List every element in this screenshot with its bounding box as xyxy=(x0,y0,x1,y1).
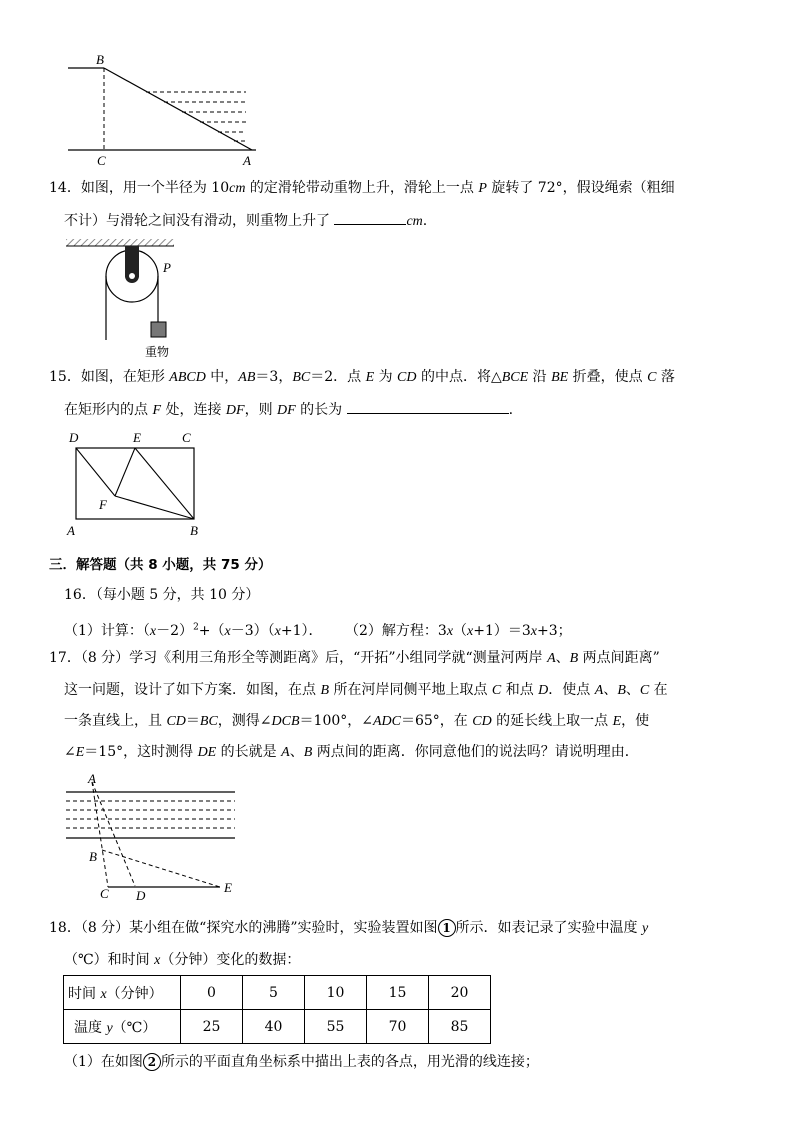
answer-blank-q14[interactable] xyxy=(334,210,406,225)
fig15-label-d: D xyxy=(69,430,79,445)
fig17-label-a: A xyxy=(88,771,96,786)
figure-q14-pulley xyxy=(62,236,182,346)
q15-line1: 15．如图，在矩形 ABCD 中，AB＝3，BC＝2．点 E 为 CD 的中点．将△BCE 沿 BE 折叠，使点 C 落 xyxy=(49,369,675,385)
q14-line2: 不计）与滑轮之间没有滑动，则重物上升了 cm. xyxy=(64,210,427,232)
q17-line3: 一条直线上，且 CD＝BC，测得∠DCB＝100°，∠ADC＝65°，在 CD 的延长线上取一点 E，使 xyxy=(64,713,650,729)
q15-line2: 在矩形内的点 F 处，连接 DF，则 DF 的长为 . xyxy=(64,399,513,421)
table-cell: 25 xyxy=(181,1010,243,1044)
fig15-label-f: F xyxy=(99,497,107,512)
table-row-temp xyxy=(64,1010,491,1044)
table-cell: 10 xyxy=(305,976,367,1010)
q16-parts xyxy=(64,617,572,642)
data-table xyxy=(63,975,491,1044)
table-cell: 15 xyxy=(367,976,429,1010)
table-cell: 40 xyxy=(243,1010,305,1044)
q17-line4: ∠E＝15°，这时测得 DE 的长就是 A、B 两点间的距离．你同意他们的说法吗？请说明理由． xyxy=(64,744,639,760)
row-header-temp: 温度 y（℃） xyxy=(64,1010,181,1044)
fig15-label-a: A xyxy=(67,523,75,538)
q18-line1: 18．（8 分）某小组在做“探究水的沸腾”实验时，实验装置如图 1 所示．如表记录了实验中温度 y xyxy=(49,920,649,936)
fig17-label-e: E xyxy=(224,880,232,895)
figure-q13-slope xyxy=(60,50,270,170)
q17-line2: 这一问题，设计了如下方案．如图，在点 B 所在河岸同侧平地上取点 C 和点 D．使点 A、B、C 在 xyxy=(64,682,668,698)
fig17-label-d: D xyxy=(136,888,146,903)
figure-ref-1: 1 xyxy=(438,919,456,937)
section-3-title: 三．解答题（共 8 小题，共 75 分） xyxy=(49,557,272,573)
fig15-label-c: C xyxy=(182,430,191,445)
table-cell: 5 xyxy=(243,976,305,1010)
table-cell: 20 xyxy=(429,976,491,1010)
fig13-label-b: B xyxy=(96,52,104,67)
table-cell: 0 xyxy=(181,976,243,1010)
row-header-time: 时间 x（分钟） xyxy=(64,976,181,1010)
q16-part2: （2）解方程：3x（x+1）＝3x+3； xyxy=(344,622,572,639)
answer-blank-q15[interactable] xyxy=(347,399,509,414)
fig13-label-c: C xyxy=(97,153,106,168)
fig15-label-b: B xyxy=(190,523,198,538)
table-cell: 85 xyxy=(429,1010,491,1044)
q14-line1: 14．如图，用一个半径为 10cm 的定滑轮带动重物上升，滑轮上一点 P 旋转了 72°，假设绳索（粗细 xyxy=(49,180,675,196)
fig17-label-c: C xyxy=(100,886,109,901)
figure-ref-2: 2 xyxy=(143,1053,161,1071)
fig15-label-e: E xyxy=(133,430,141,445)
q18-line2: （℃）和时间 x（分钟）变化的数据： xyxy=(64,952,301,968)
table-row-time xyxy=(64,976,491,1010)
figure-q17-river xyxy=(60,770,250,900)
table-cell: 55 xyxy=(305,1010,367,1044)
q16-part1: （1）计算：$(x-2)^2+(x-3)(x+1)$． xyxy=(64,622,323,639)
table-cell: 70 xyxy=(367,1010,429,1044)
q17-line1: 17．（8 分）学习《利用三角形全等测距离》后，“开拓”小组同学就“测量河两岸 A、B 两点间距离” xyxy=(49,650,660,666)
fig17-label-b: B xyxy=(89,849,97,864)
q18-sub1: （1）在如图 2 所示的平面直角坐标系中描出上表的各点，用光滑的线连接； xyxy=(64,1054,539,1070)
fig14-weight-label: 重物 xyxy=(145,345,170,359)
fig14-label-p: P xyxy=(163,260,171,275)
q16-header: 16．（每小题 5 分，共 10 分） xyxy=(64,587,260,603)
fig13-label-a: A xyxy=(243,153,251,168)
